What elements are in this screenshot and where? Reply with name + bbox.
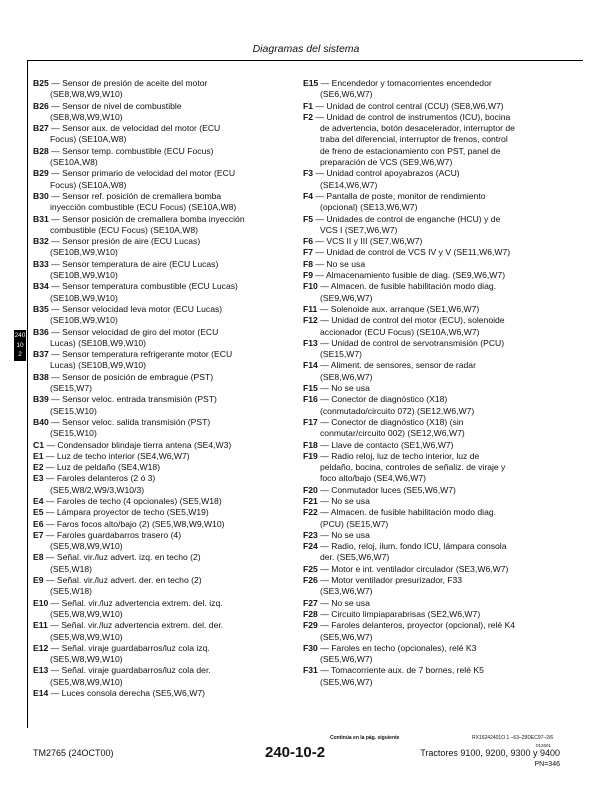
component-description-continued: Focus) (SE10A,W8) bbox=[50, 179, 127, 190]
component-description: Sensor de posición de embrague (PST) bbox=[62, 371, 214, 382]
component-code: F24 bbox=[303, 541, 318, 552]
left-column bbox=[33, 78, 295, 699]
component-code: B26 bbox=[33, 100, 49, 111]
component-description: Luz de peldaño (SE4,W18) bbox=[56, 462, 161, 473]
component-entry: B26 — Sensor de nivel de combustible (SE8,W8,W9,W10) bbox=[33, 100, 182, 122]
component-entry: F1 — Unidad de control central (CCU) (SE8,W6,W7) bbox=[303, 100, 504, 111]
component-description: Sensor veloc. entrada transmisión (PST) bbox=[62, 394, 217, 405]
component-description-continued: (SE5,W8,W9,W10) bbox=[50, 608, 123, 619]
component-entry: F17 — Conector de diagnóstico (X18) (sin conmutar/circuito 002) (SE12,W6,W7) bbox=[303, 416, 465, 439]
component-code: E1 bbox=[33, 450, 44, 461]
component-code: F31 bbox=[303, 665, 318, 676]
component-entry: E15 — Encendedor y tomacorrientes encendedor (SE6,W6,W7) bbox=[303, 78, 492, 100]
component-code: F16 bbox=[303, 394, 318, 405]
component-description: Sensor aux. de velocidad del motor (ECU bbox=[62, 123, 221, 134]
component-description: VCS II y III (SE7,W6,W7) bbox=[326, 236, 423, 247]
component-code: F19 bbox=[303, 450, 318, 461]
component-code: F28 bbox=[303, 608, 318, 619]
component-code: B28 bbox=[33, 145, 49, 156]
component-description-continued: (SE3,W6,W7) bbox=[320, 586, 373, 597]
component-description-continued: foco alto/bajo (SE4,W6,W7) bbox=[320, 473, 427, 484]
component-description-continued: (PCU) (SE15,W7) bbox=[320, 518, 389, 529]
component-code: B36 bbox=[33, 326, 49, 337]
component-description: No se usa bbox=[331, 383, 370, 394]
component-description-continued: (SE8,W8,W9,W10) bbox=[50, 89, 123, 100]
component-code: F8 bbox=[303, 258, 314, 269]
component-entry: B25 — Sensor de presión de aceite del motor (SE8,W8,W9,W10) bbox=[33, 78, 208, 100]
component-description-continued: (SE5,W6,W7) bbox=[320, 631, 373, 642]
component-description-continued: (SE5,W8,W9,W10) bbox=[50, 654, 123, 665]
component-code: F21 bbox=[303, 495, 318, 506]
component-entry: B35 — Sensor velocidad leva motor (ECU Lucas) (SE10B,W9,W10) bbox=[33, 303, 223, 326]
component-code: F9 bbox=[303, 270, 314, 281]
section-tab-line: 240 bbox=[14, 332, 26, 339]
component-code: B30 bbox=[33, 190, 49, 201]
component-entry: F12 — Unidad de control del motor (ECU), solenoide accionador (ECU Focus) (SE10A,W6,W7) bbox=[303, 315, 505, 337]
component-description-continued: (SE8,W8,W9,W10) bbox=[50, 111, 123, 122]
component-description-continued: peldaño, bocina, controles de señaliz. de viraje y bbox=[320, 462, 506, 473]
component-entry: F6 — VCS II y III (SE7,W6,W7) bbox=[303, 236, 423, 247]
margin-rule bbox=[27, 60, 28, 728]
component-description-continued: de freno de estacionamiento con PST, panel de bbox=[320, 145, 501, 156]
component-description: Motor e int. ventilador circulador (SE3,W6,W7) bbox=[331, 563, 509, 574]
component-entry: B31 — Sensor posición de cremallera bomba inyección combustible (ECU Focus) (SE10A,W8) bbox=[33, 213, 245, 235]
component-entry: F3 — Unidad control apoyabrazos (ACU) (SE14,W6,W7) bbox=[303, 168, 460, 190]
component-entry: B28 — Sensor temp. combustible (ECU Focus) (SE10A,W8) bbox=[33, 145, 214, 168]
component-code: F17 bbox=[303, 416, 318, 427]
component-code: F6 bbox=[303, 236, 314, 247]
component-description: Condensador blindaje tierra antena (SE4,W3) bbox=[57, 439, 232, 450]
component-description: Unidad de control de servotransmisión (PCU) bbox=[331, 337, 505, 348]
component-description: Circuito limpiaparabrisas (SE2,W6,W7) bbox=[331, 608, 481, 619]
component-description: No se usa bbox=[326, 258, 366, 269]
component-entry: B40 — Sensor veloc. salida transmisión (PST) (SE15,W10) bbox=[33, 416, 211, 439]
component-entry: E9 — Señal. vir./luz advert. der. en techo (2) (SE5,W18) bbox=[33, 575, 202, 597]
component-entry: F26 — Motor ventilador presurizador, F33 (SE3,W6,W7) bbox=[303, 575, 463, 597]
component-description-continued: Lucas) (SE10B,W9,W10) bbox=[50, 360, 146, 371]
page-number: 240-10-2 bbox=[265, 744, 326, 761]
component-code: F5 bbox=[303, 213, 314, 224]
component-description: Señal. vir./luz advertencia extrem. del. izq. bbox=[61, 597, 223, 608]
component-entry: B32 — Sensor presión de aire (ECU Lucas) (SE10B,W9,W10) bbox=[33, 236, 201, 258]
component-code: B33 bbox=[33, 258, 49, 269]
component-description: Sensor velocidad de giro del motor (ECU bbox=[62, 326, 219, 337]
component-description-continued: (SE15,W10) bbox=[50, 428, 97, 439]
component-description: Faroles delanteros, proyector (opcional), relé K4 bbox=[331, 620, 516, 631]
component-entry: F14 — Aliment. de sensores, sensor de radar (SE8,W6,W7) bbox=[303, 360, 476, 382]
header-rule bbox=[27, 60, 583, 61]
component-entry: F30 — Faroles en techo (opcionales), relé K3 (SE5,W6,W7) bbox=[303, 642, 477, 665]
component-entry: F25 — Motor e int. ventilador circulador (SE3,W6,W7) bbox=[303, 563, 509, 574]
component-entry: E7 — Faroles guardabarros trasero (4) (SE5,W8,W9,W10) bbox=[33, 529, 182, 552]
component-description-continued: (SE5,W8/2,W9/3,W10/3) bbox=[50, 484, 145, 495]
component-code: E13 bbox=[33, 665, 49, 676]
component-entry: F28 — Circuito limpiaparabrisas (SE2,W6,W7) bbox=[303, 608, 481, 619]
component-code: E2 bbox=[33, 462, 44, 473]
component-description-continued: (SE14,W6,W7) bbox=[320, 179, 378, 190]
component-code: E4 bbox=[33, 495, 44, 506]
component-description: Unidad control apoyabrazos (ACU) bbox=[326, 168, 460, 179]
component-entry: F11 — Solenoide aux. arranque (SE1,W6,W7) bbox=[303, 303, 480, 314]
component-code: B40 bbox=[33, 416, 49, 427]
component-description: Sensor primario de velocidad del motor (ECU bbox=[62, 168, 236, 179]
component-code: E15 bbox=[303, 78, 319, 88]
reference-small: 012601 bbox=[536, 743, 552, 748]
component-description: Almacenamiento fusible de diag. (SE9,W6,W7) bbox=[325, 270, 506, 281]
component-entry: F19 — Radio reloj, luz de techo interior, luz de peldaño, bocina, controles de señaliz. de viraje y foco alto/bajo (SE4,W6,W7) bbox=[303, 450, 506, 484]
component-description: Faroles en techo (opcionales), relé K3 bbox=[331, 642, 477, 653]
component-code: F1 bbox=[303, 100, 314, 111]
component-code: F4 bbox=[303, 190, 314, 201]
component-description: Sensor veloc. salida transmisión (PST) bbox=[62, 416, 211, 427]
component-code: E7 bbox=[33, 529, 44, 540]
component-description: Señal. vir./luz advertencia extrem. del. der. bbox=[61, 620, 224, 631]
component-code: B38 bbox=[33, 371, 49, 382]
component-code: C1 bbox=[33, 439, 44, 450]
component-description-continued: (SE10B,W9,W10) bbox=[50, 292, 118, 303]
component-description-continued: VCS I (SE7,W6,W7) bbox=[320, 224, 398, 235]
page-title: Diagramas del sistema bbox=[252, 43, 360, 55]
component-entry: E5 — Lámpara proyector de techo (SE5,W19) bbox=[33, 507, 209, 518]
component-code: F30 bbox=[303, 642, 318, 653]
component-code: F11 bbox=[303, 303, 318, 314]
component-description-continued: (SE15,W7) bbox=[320, 349, 363, 360]
component-description: Radio reloj, luz de techo interior, luz de bbox=[331, 450, 480, 461]
component-code: B35 bbox=[33, 303, 49, 314]
component-description: Luces consola derecha (SE5,W6,W7) bbox=[61, 688, 205, 699]
component-description: Llave de contacto (SE1,W6,W7) bbox=[331, 439, 454, 450]
component-code: F22 bbox=[303, 507, 318, 518]
component-description: Faroles guardabarros trasero (4) bbox=[56, 529, 182, 540]
component-code: F29 bbox=[303, 620, 318, 631]
component-description: Pantalla de poste, monitor de rendimiento bbox=[326, 190, 486, 201]
component-entry: F29 — Faroles delanteros, proyector (opcional), relé K4 (SE5,W6,W7) bbox=[303, 620, 516, 642]
component-description: Unidad de control central (CCU) (SE8,W6,W7) bbox=[326, 100, 504, 111]
component-description-continued: (SE9,W6,W7) bbox=[320, 292, 373, 303]
component-code: F26 bbox=[303, 575, 318, 586]
component-code: F14 bbox=[303, 360, 318, 371]
component-description: Radio, reloj, ilum. fondo ICU, lámpara consola bbox=[331, 541, 507, 552]
document-id: TM2765 (24OCT00) bbox=[33, 748, 114, 758]
component-entry: F9 — Almacenamiento fusible de diag. (SE9,W6,W7) bbox=[303, 270, 506, 281]
component-description: Lámpara proyector de techo (SE5,W19) bbox=[56, 507, 209, 518]
component-description: Almacen. de fusible habilitación modo diag. bbox=[330, 507, 497, 518]
component-entry: C1 — Condensador blindaje tierra antena (SE4,W3) bbox=[33, 439, 232, 450]
section-tab-line: 10 bbox=[16, 341, 24, 349]
component-description: Señal. viraje guardabarros/luz cola der. bbox=[61, 665, 211, 676]
component-description-continued: (opcional) (SE13,W6,W7) bbox=[320, 202, 418, 213]
component-code: F12 bbox=[303, 315, 318, 326]
component-description-continued: (SE5,W18) bbox=[50, 563, 93, 574]
component-description-continued: (SE10B,W9,W10) bbox=[50, 247, 118, 258]
component-entry: F16 — Conector de diagnóstico (X18) (conmutado/circuito 072) (SE12,W6,W7) bbox=[303, 394, 475, 416]
component-code: B37 bbox=[33, 349, 49, 360]
component-description-continued: (SE5,W8,W9,W10) bbox=[50, 631, 123, 642]
component-description: Aliment. de sensores, sensor de radar bbox=[330, 360, 476, 371]
component-description-continued: (SE15,W10) bbox=[50, 405, 97, 416]
component-entry: B27 — Sensor aux. de velocidad del motor (ECU Focus) (SE10A,W8) bbox=[33, 123, 221, 145]
component-code: F23 bbox=[303, 529, 318, 540]
component-description: Sensor temp. combustible (ECU Focus) bbox=[62, 145, 214, 156]
component-description-continued: (conmutado/circuito 072) (SE12,W6,W7) bbox=[320, 405, 475, 416]
component-code: E5 bbox=[33, 507, 44, 518]
component-code: F27 bbox=[303, 597, 318, 608]
component-code: E8 bbox=[33, 552, 44, 563]
component-description: Faroles delanteros (2 ó 3) bbox=[56, 473, 156, 484]
reference-code: RX16242401O.1 –63–29DEC97–2/6 bbox=[472, 735, 554, 741]
component-description: Sensor de nivel de combustible bbox=[62, 100, 182, 111]
component-code: F7 bbox=[303, 247, 314, 258]
component-code: B31 bbox=[33, 213, 49, 224]
component-description-continued: (SE5,W18) bbox=[50, 586, 93, 597]
component-description: Unidad de control de instrumentos (ICU), bocina bbox=[326, 111, 511, 122]
component-entry: F13 — Unidad de control de servotransmisión (PCU) (SE15,W7) bbox=[303, 337, 505, 360]
component-entry: B29 — Sensor primario de velocidad del motor (ECU Focus) (SE10A,W8) bbox=[33, 168, 236, 190]
component-description: Almacen. de fusible habilitación modo diag. bbox=[330, 281, 497, 292]
component-description: Unidad de control de VCS IV y V (SE11,W6,W7) bbox=[326, 247, 511, 258]
component-entry: F2 — Unidad de control de instrumentos (ICU), bocina de advertencia, botón desacelerador, interruptor de traba del diferencial, interruptor de frenos, control de freno de estacionamiento con PST, panel de preparación de VCS (SE9,W6,W7) bbox=[303, 111, 515, 168]
component-entry: E14 — Luces consola derecha (SE5,W6,W7) bbox=[33, 688, 205, 699]
component-entry: F21 — No se usa bbox=[303, 495, 370, 506]
section-tab-line: 2 bbox=[18, 351, 22, 358]
component-entry: E12 — Señal. viraje guardabarros/luz cola izq. (SE5,W8,W9,W10) bbox=[33, 642, 210, 665]
component-entry: F7 — Unidad de control de VCS IV y V (SE11,W6,W7) bbox=[303, 247, 511, 258]
component-entry: B36 — Sensor velocidad de giro del motor (ECU Lucas) (SE10B,W9,W10) bbox=[33, 326, 219, 348]
component-description-continued: (SE5,W8,W9,W10) bbox=[50, 541, 123, 552]
component-entry: B37 — Sensor temperatura refrigerante motor (ECU Lucas) (SE10B,W9,W10) bbox=[33, 349, 233, 371]
component-code: E9 bbox=[33, 575, 44, 586]
component-code: B29 bbox=[33, 168, 49, 179]
component-description: Señal. viraje guardabarros/luz cola izq. bbox=[61, 642, 210, 653]
component-description: Sensor temperatura refrigerante motor (ECU bbox=[62, 349, 233, 360]
component-entry: F22 — Almacen. de fusible habilitación modo diag. (PCU) (SE15,W7) bbox=[303, 507, 497, 529]
component-description: Sensor velocidad leva motor (ECU Lucas) bbox=[62, 303, 223, 314]
component-description: Sensor posición de cremallera bomba inyección bbox=[62, 213, 245, 224]
component-code: E10 bbox=[33, 597, 49, 608]
component-description-continued: accionador (ECU Focus) (SE10A,W6,W7) bbox=[320, 326, 480, 337]
component-description: Faroles de techo (4 opcionales) (SE5,W18) bbox=[56, 495, 222, 506]
component-description-continued: (SE10A,W8) bbox=[50, 157, 98, 168]
component-entry: B34 — Sensor temperatura combustible (ECU Lucas) (SE10B,W9,W10) bbox=[33, 281, 238, 303]
component-description-continued: (SE8,W6,W7) bbox=[320, 371, 373, 382]
component-entry: F18 — Llave de contacto (SE1,W6,W7) bbox=[303, 439, 454, 450]
component-entry: F15 — No se usa bbox=[303, 383, 370, 394]
component-description: Conector de diagnóstico (X18) (sin bbox=[331, 416, 464, 427]
component-entry: B30 — Sensor ref. posición de cremallera bomba inyección combustible (ECU Focus) (SE10A,W8) bbox=[33, 190, 237, 213]
right-column bbox=[303, 78, 585, 688]
component-description-continued: (SE10B,W9,W10) bbox=[50, 270, 118, 281]
component-code: B32 bbox=[33, 236, 49, 247]
component-description-continued: (SE5,W6,W7) bbox=[320, 676, 373, 687]
component-description: Tomacorriente aux. de 7 bornes, relé K5 bbox=[331, 665, 484, 676]
component-code: F10 bbox=[303, 281, 318, 292]
component-entry: E2 — Luz de peldaño (SE4,W18) bbox=[33, 462, 161, 473]
component-description: Conector de diagnóstico (X18) bbox=[331, 394, 448, 405]
component-description-continued: (SE6,W6,W7) bbox=[320, 89, 373, 100]
component-code: E3 bbox=[33, 473, 44, 484]
component-entry: E1 — Luz de techo interior (SE4,W6,W7) bbox=[33, 450, 190, 461]
component-description: Sensor de presión de aceite del motor bbox=[62, 78, 208, 88]
component-description-continued: Focus) (SE10A,W8) bbox=[50, 134, 127, 145]
component-entry: F5 — Unidades de control de enganche (HCU) y de VCS I (SE7,W6,W7) bbox=[303, 213, 501, 235]
component-description: Encendedor y tomacorrientes encendedor bbox=[331, 78, 492, 88]
component-description-continued: conmutar/circuito 002) (SE12,W6,W7) bbox=[320, 428, 465, 439]
section-tab bbox=[14, 330, 26, 361]
component-entry: E3 — Faroles delanteros (2 ó 3) (SE5,W8/2,W9/3,W10/3) bbox=[33, 473, 156, 495]
component-description: No se usa bbox=[331, 495, 370, 506]
component-code: B34 bbox=[33, 281, 49, 292]
component-description: Sensor temperatura combustible (ECU Lucas) bbox=[62, 281, 238, 292]
component-description-continued: (SE10B,W9,W10) bbox=[50, 315, 118, 326]
component-code: B25 bbox=[33, 78, 49, 88]
component-description: Sensor ref. posición de cremallera bomba bbox=[62, 190, 222, 201]
component-code: F2 bbox=[303, 111, 314, 122]
component-code: F18 bbox=[303, 439, 318, 450]
product-name: Tractores 9100, 9200, 9300 y 9400 bbox=[420, 748, 560, 758]
component-description: Luz de techo interior (SE4,W6,W7) bbox=[56, 450, 190, 461]
component-entry: F24 — Radio, reloj, ilum. fondo ICU, lámpara consola der. (SE5,W6,W7) bbox=[303, 541, 507, 563]
component-description-continued: (SE5,W8,W9,W10) bbox=[50, 676, 123, 687]
component-entry: E10 — Señal. vir./luz advertencia extrem. del. izq. (SE5,W8,W9,W10) bbox=[33, 597, 223, 619]
component-description: Señal. vir./luz advert. der. en techo (2) bbox=[56, 575, 202, 586]
component-entry: E6 — Faros focos alto/bajo (2) (SE5,W8,W9,W10) bbox=[33, 518, 225, 529]
component-code: F20 bbox=[303, 484, 318, 495]
component-code: F3 bbox=[303, 168, 314, 179]
component-description: Señal. vir./luz advert. izq. en techo (2) bbox=[56, 552, 201, 563]
component-entry: E8 — Señal. vir./luz advert. izq. en techo (2) (SE5,W18) bbox=[33, 552, 201, 574]
component-entry: F8 — No se usa bbox=[303, 258, 366, 269]
component-entry: F4 — Pantalla de poste, monitor de rendimiento (opcional) (SE13,W6,W7) bbox=[303, 190, 486, 213]
component-entry: E13 — Señal. viraje guardabarros/luz cola der. (SE5,W8,W9,W10) bbox=[33, 665, 211, 687]
component-entry: B39 — Sensor veloc. entrada transmisión (PST) (SE15,W10) bbox=[33, 394, 217, 416]
component-description: No se usa bbox=[331, 529, 370, 540]
component-code: F25 bbox=[303, 563, 318, 574]
component-description-continued: preparación de VCS (SE9,W6,W7) bbox=[320, 157, 453, 168]
component-description-continued: (SE5,W6,W7) bbox=[320, 654, 373, 665]
component-description: Conmutador luces (SE5,W6,W7) bbox=[331, 484, 456, 495]
component-description-continued: combustible (ECU Focus) (SE10A,W8) bbox=[50, 224, 199, 235]
component-description: Sensor temperatura de aire (ECU Lucas) bbox=[62, 258, 219, 269]
component-code: F15 bbox=[303, 383, 318, 394]
component-code: B27 bbox=[33, 123, 49, 134]
component-description: Unidades de control de enganche (HCU) y de bbox=[326, 213, 501, 224]
component-code: B39 bbox=[33, 394, 49, 405]
component-description-continued: Lucas) (SE10B,W9,W10) bbox=[50, 337, 146, 348]
component-description: Solenoide aux. arranque (SE1,W6,W7) bbox=[330, 303, 480, 314]
continued-note: Continúa en la pág. siguiente bbox=[330, 735, 400, 741]
component-description: Motor ventilador presurizador, F33 bbox=[331, 575, 463, 586]
component-entry: F20 — Conmutador luces (SE5,W6,W7) bbox=[303, 484, 456, 495]
component-code: E12 bbox=[33, 642, 49, 653]
component-description: Sensor presión de aire (ECU Lucas) bbox=[62, 236, 201, 247]
component-description-continued: de advertencia, botón desacelerador, interruptor de bbox=[320, 123, 515, 134]
component-code: F13 bbox=[303, 337, 318, 348]
component-code: E11 bbox=[33, 620, 48, 631]
component-entry: E4 — Faroles de techo (4 opcionales) (SE5,W18) bbox=[33, 495, 222, 506]
component-description-continued: (SE15,W7) bbox=[50, 383, 93, 394]
component-description: Faros focos alto/bajo (2) (SE5,W8,W9,W10) bbox=[56, 518, 225, 529]
component-description-continued: inyección combustible (ECU Focus) (SE10A,W8) bbox=[50, 202, 237, 213]
component-description-continued: der. (SE5,W6,W7) bbox=[320, 552, 390, 563]
component-entry: E11 — Señal. vir./luz advertencia extrem. del. der. (SE5,W8,W9,W10) bbox=[33, 620, 224, 642]
component-entry: B33 — Sensor temperatura de aire (ECU Lucas) (SE10B,W9,W10) bbox=[33, 258, 219, 281]
component-description: No se usa bbox=[331, 597, 370, 608]
component-code: E14 bbox=[33, 688, 49, 699]
component-entry: F31 — Tomacorriente aux. de 7 bornes, relé K5 (SE5,W6,W7) bbox=[303, 665, 484, 687]
component-entry: F27 — No se usa bbox=[303, 597, 370, 608]
component-code: E6 bbox=[33, 518, 44, 529]
component-description: Unidad de control del motor (ECU), solenoide bbox=[331, 315, 505, 326]
pn-number: PN=346 bbox=[534, 761, 560, 768]
component-entry: F10 — Almacen. de fusible habilitación modo diag. (SE9,W6,W7) bbox=[303, 281, 497, 303]
component-entry: F23 — No se usa bbox=[303, 529, 370, 540]
component-entry: B38 — Sensor de posición de embrague (PST) (SE15,W7) bbox=[33, 371, 214, 394]
component-description-continued: traba del diferencial, interruptor de frenos, control bbox=[320, 134, 508, 145]
